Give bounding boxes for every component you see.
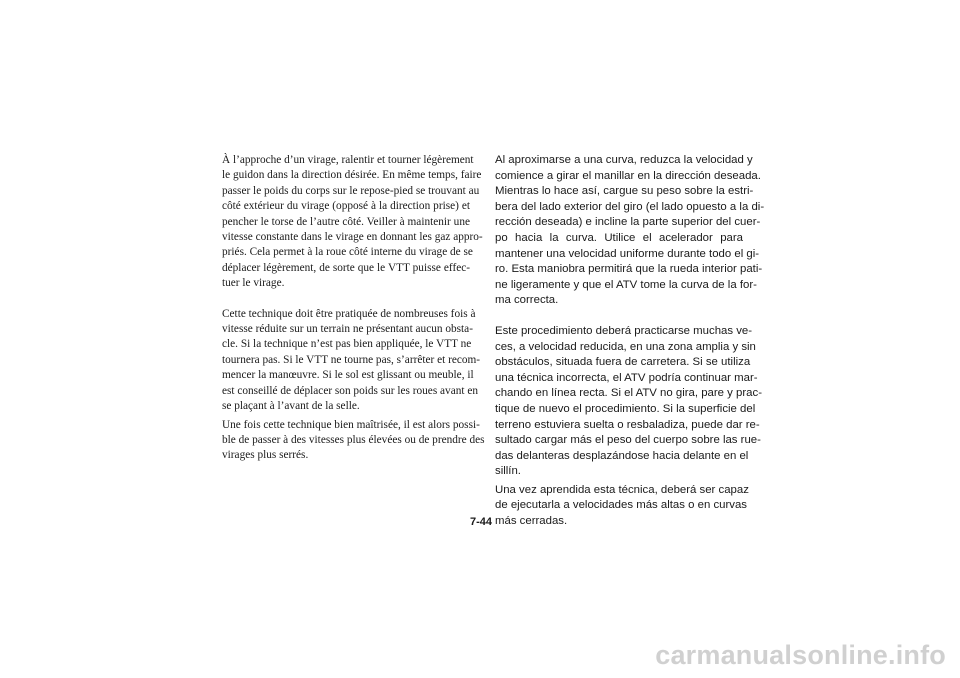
text-line: sillín. <box>495 465 521 478</box>
text-line: de ejecutarla a velocidades más altas o en curvas <box>495 499 748 512</box>
text-line: tournera pas. Si le VTT ne tourne pas, s’arrêter et recom- <box>222 353 481 366</box>
text-line: virages plus serrés. <box>222 449 309 462</box>
text-line: tuer le virage. <box>222 277 285 290</box>
text-line: bera del lado exterior del giro (el lado opuesto a la di- <box>495 200 765 213</box>
text-line: mencer la manœuvre. Si le sol est glissant ou meuble, il <box>222 369 474 382</box>
text-line: más cerradas. <box>495 515 568 528</box>
french-paragraph-1 <box>222 153 483 292</box>
text-line: sultado cargar más el peso del cuerpo sobre las rue- <box>495 434 761 447</box>
text-line: priés. Cela permet à la roue côté interne du virage de se <box>222 246 473 259</box>
french-paragraph-2 <box>222 307 481 415</box>
text-line: vitesse constante dans le virage en donnant les gaz appro- <box>222 231 483 244</box>
spanish-paragraph-3 <box>495 483 749 530</box>
text-line: est conseillé de déplacer son poids sur les roues avant en <box>222 384 478 397</box>
text-line: chando en línea recta. Si el ATV no gira, pare y prac- <box>495 387 762 400</box>
text-line: tique de nuevo el procedimiento. Si la superficie del <box>495 402 756 415</box>
text-line: se plaçant à l’avant de la selle. <box>222 400 360 413</box>
text-line: das delanteras desplazándose hacia delante en el <box>495 449 749 462</box>
text-line: ne ligeramente y que el ATV tome la curva de la for- <box>495 278 757 291</box>
text-line: ro. Esta maniobra permitirá que la rueda interior pati- <box>495 263 763 276</box>
text-line: comience a girar el manillar en la dirección deseada. <box>495 169 761 182</box>
text-line: le guidon dans la direction désirée. En même temps, faire <box>222 169 482 182</box>
text-line: Cette technique doit être pratiquée de nombreuses fois à <box>222 307 476 320</box>
text-line: Una vez aprendida esta técnica, deberá ser capaz <box>495 483 749 496</box>
text-line: ces, a velocidad reducida, en una zona amplia y sin <box>495 340 756 353</box>
text-line: vitesse réduite sur un terrain ne présentant aucun obsta- <box>222 323 473 336</box>
text-line: Une fois cette technique bien maîtrisée, il est alors possi- <box>222 418 480 431</box>
text-line: Mientras lo hace así, cargue su peso sobre la estri- <box>495 185 754 198</box>
page-number: 7-44 <box>470 516 493 528</box>
text-line: ble de passer à des vitesses plus élevées ou de prendre des <box>222 433 485 446</box>
watermark-logo[interactable]: carmanualsonline.info <box>655 640 946 670</box>
text-line: pencher le torse de l’autre côté. Veiller à maintenir une <box>222 215 470 228</box>
french-paragraph-3 <box>222 418 485 464</box>
text-line: terreno estuviera suelta o resbaladiza, puede dar re- <box>495 418 760 431</box>
spanish-paragraph-2 <box>495 324 762 480</box>
text-line: ma correcta. <box>495 294 559 307</box>
text-line: Este procedimiento deberá practicarse muchas ve- <box>495 324 753 337</box>
text-line: Al aproximarse a una curva, reduzca la velocidad y <box>495 154 753 166</box>
text-line: una técnica incorrecta, el ATV podría continuar mar- <box>495 371 758 384</box>
text-line: côté extérieur du virage (opposé à la direction prise) et <box>222 200 470 213</box>
text-line: mantener una velocidad uniforme durante todo el gi- <box>495 247 760 260</box>
text-line: po hacia la curva. Utilice el acelerador para <box>495 231 743 244</box>
text-line: À l’approche d’un virage, ralentir et tourner légèrement <box>222 154 474 166</box>
text-line: obstáculos, situada fuera de carretera. Si se utiliza <box>495 356 751 369</box>
spanish-paragraph-1 <box>495 153 765 309</box>
text-line: rección deseada) e incline la parte superior del cuer- <box>495 216 761 229</box>
text-line: déplacer légèrement, de sorte que le VTT puisse effec- <box>222 261 470 274</box>
text-line: passer le poids du corps sur le repose-pied se trouvant au <box>222 184 480 197</box>
spanish-column <box>495 153 765 530</box>
text-line: cle. Si la technique n’est pas bien appliquée, le VTT ne <box>222 338 472 351</box>
french-column <box>222 153 485 464</box>
